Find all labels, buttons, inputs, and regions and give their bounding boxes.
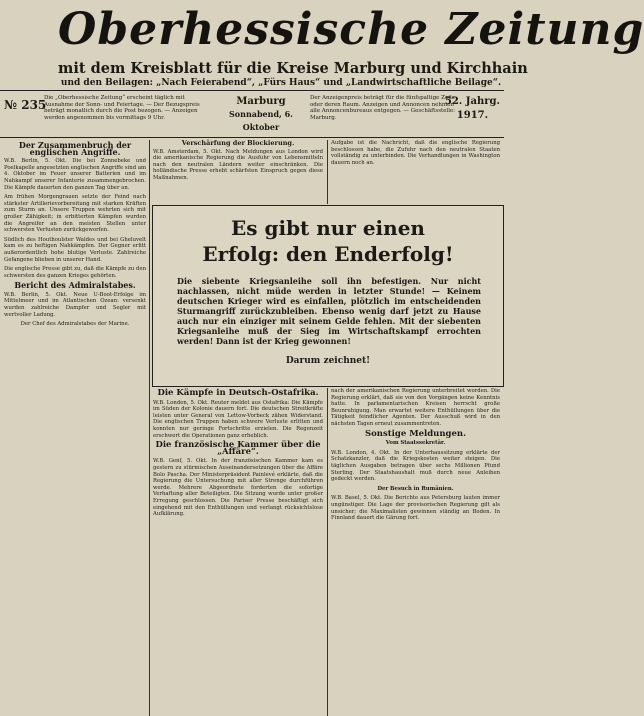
ad-headline-2: Erfolg: den Enderfolg!: [202, 242, 454, 266]
masthead-subtitle: mit dem Kreisblatt für die Kreise Marburg und Kirchhain: [58, 60, 528, 77]
column-3-top: [331, 140, 500, 202]
subheading: Der Besuch in Rumänien.: [377, 485, 454, 492]
article-heading: Sonstige Meldungen.: [364, 428, 467, 439]
dateline: [218, 95, 304, 134]
issue-number: № 235: [4, 98, 47, 112]
article-heading: Bericht des Admiralstabes.: [14, 280, 136, 291]
paragraph: W.B. Amsterdam, 5. Okt. Nach Meldungen aus London wird die amerikanische Regierung die Ausfuhr von Lebensmitteln nach den neutralen Ländern weiter einschränken. Die holländische Presse erhebt schärfsten Einspruch gegen diese Maßnahmen.: [153, 148, 323, 181]
column-2-bottom: [153, 388, 323, 714]
paragraph: W.B. London, 4. Okt. In der Unterhaussitzung erklärte der Schatzkanzler, daß die Kriegskosten weiter steigen. Die täglichen Ausgaben betragen über sechs Millionen Pfund Sterling. Der Staatshaushalt muß durch neue Anleihen gedeckt werden.: [331, 449, 500, 483]
paragraph: Am frühen Morgengrauen setzte der Feind nach stärkster Artillerievorbereitung mit starken Kräften zum Sturm an. Unsere Truppen wehrten sich mit großer Zähigkeit; in erbitterten Kämpfen wurden die Angreifer an den meisten Stellen unter schwersten Verlusten zurückgeworfen.: [4, 194, 146, 234]
ad-headline-1: Es gibt nur einen: [231, 216, 425, 240]
info-bar: [0, 92, 504, 136]
volume-year: [445, 95, 500, 123]
header-rule-bottom: [0, 137, 504, 138]
paragraph: W.B. Berlin, 5. Okt. Neue U-Boot-Erfolge im Mittelmeer und im Atlantischen Ozean: versenkt wurden zahlreiche Dampfer und Segler mit wertvoller Ladung.: [4, 291, 146, 318]
masthead: [58, 2, 644, 58]
paragraph: W.B. Basel, 5. Okt. Die Berichte aus Petersburg lauten immer ungünstiger. Die Lage der provisorischen Regierung gilt als unsicher; die Maximalisten gewinnen ständig an Boden. In Finnland dauert die Gärung fort.: [331, 495, 500, 522]
masthead-supplements: und den Beilagen: „Nach Feierabend“, „Fürs Haus“ und „Landwirtschaftliche Beilage“.: [60, 78, 502, 88]
article-heading: Der Zusammenbruch der englischen Angriffe.: [18, 140, 132, 157]
column-1: [4, 140, 146, 716]
paragraph: Die englische Presse gibt zu, daß die Kämpfe zu den schwersten des ganzen Krieges gehörten.: [4, 266, 146, 279]
war-bond-advertisement: [152, 205, 504, 387]
paragraph: Südlich des Houthoulster Waldes und bei Gheluvelt kam es zu heftigen Nahkämpfen. Der Gegner erlitt außerordentlich hohe blutige Verluste. Zahlreiche Gefangene blieben in unserer Hand.: [4, 236, 146, 263]
header-rule-top: [0, 90, 504, 91]
column-divider: [149, 140, 150, 716]
advertising-info: Der Anzeigenpreis beträgt für die fünfspaltige Zeile oder deren Raum. Anzeigen und Annoncen nehmen alle Annoncenbureaus entgegen. — Geschäftsstelle: Marburg.: [310, 95, 456, 121]
paragraph: Aufgabe ist die Nachricht, daß die englische Regierung beschlossen habe, die Zufuhr nach den neutralen Staaten vollständig zu unterbinden. Die Verhandlungen in Washington dauern noch an.: [331, 140, 500, 166]
year: 1917.: [456, 110, 489, 121]
subscription-info: Die „Oberhessische Zeitung“ erscheint täglich mit Ausnahme der Sonn- und Feiertage. — Der Bezugspreis beträgt monatlich durch die Post bezogen. — Anzeigen werden angenommen bis vormittags 9 Uhr.: [44, 95, 200, 121]
column-3-bottom: [331, 388, 500, 714]
column-divider: [327, 388, 328, 716]
subheading: Vom Staatssekretär.: [385, 440, 446, 447]
newspaper-title: Oberhessische Zeitung: [58, 4, 644, 55]
article-heading: Die Kämpfe in Deutsch-Ostafrika.: [157, 388, 319, 398]
column-divider: [327, 140, 328, 204]
paragraph: W.B. Berlin, 5. Okt. Die bei Zonnebeke und Poelkapelle angesetzten englischen Angriffe sind am 4. Oktober im Feuer unserer Batterien und im Nahkampf unserer Infanterie zusammengebrochen. Die Kämpfe dauerten den ganzen Tag über an.: [4, 158, 146, 191]
paragraph: nach der amerikanischen Regierung unterbreitet worden. Die Regierung erklärt, daß sie von den Vorgängen keine Kenntnis hatte. In parlamentarischen Kreisen herrscht große Beunruhigung. Man erwartet weitere Enthüllungen über die Tätigkeit feindlicher Agenten. Der Ausschuß wird in den nächsten Tagen erneut zusammentreten.: [331, 388, 500, 427]
ad-call-to-action: Darum zeichnet!: [285, 356, 371, 366]
column-2-top: [153, 140, 323, 202]
paragraph: Der Chef des Admiralstabes der Marine.: [20, 321, 130, 328]
paragraph: W.B. London, 5. Okt. Reuter meldet aus Ostafrika: Die Kämpfe im Süden der Kolonie dauern fort. Die deutschen Streitkräfte leisten unter General von Lettow-Vorbeck zähen Widerstand. Die englischen Truppen haben schwere Verluste erlitten und konnten nur geringe Fortschritte erzielen. Die Regenzeit erschwert die Operationen ganz erheblich.: [153, 399, 323, 439]
ad-body: Die siebente Kriegsanleihe soll ihn befestigen. Nur nicht nachlassen, nicht müde werden in letzter Stunde! — Keinem deutschen Krieger wird es einfallen, plötzlich im entscheidenden Sturmangriff zurückzubleiben. Ebenso wenig darf jetzt zu Hause auch nur ein einziger mit seinem Gelde fehlen. Mit der siebenten Kriegsanleihe muß der Sieg im Wirtschaftskampf errochten werden! Dann ist der Krieg gewonnen!: [177, 276, 481, 346]
article-heading: Verschärfung der Blockierung.: [181, 139, 295, 147]
article-heading: Die französische Kammer über die „Affäre“.: [155, 440, 321, 457]
place-name: Marburg: [236, 96, 286, 107]
volume-number: 52. Jahrg.: [444, 96, 500, 107]
paragraph: W.B. Genf, 5. Okt. In der französischen Kammer kam es gestern zu stürmischen Auseinandersetzungen über die Affäre Bolo Pascha. Der Ministerpräsident Painlevé erklärte, daß die Regierung die Untersuchung mit aller Strenge durchführen werde. Mehrere Abgeordnete forderten die sofortige Verhaftung aller Beteiligten. Die Sitzung wurde unter großer Erregung geschlossen. Die Pariser Presse beschäftigt sich eingehend mit den Enthüllungen und verlangt rücksichtslose Aufklärung.: [153, 458, 323, 518]
issue-date: Sonnabend, 6. Oktober: [229, 109, 293, 132]
